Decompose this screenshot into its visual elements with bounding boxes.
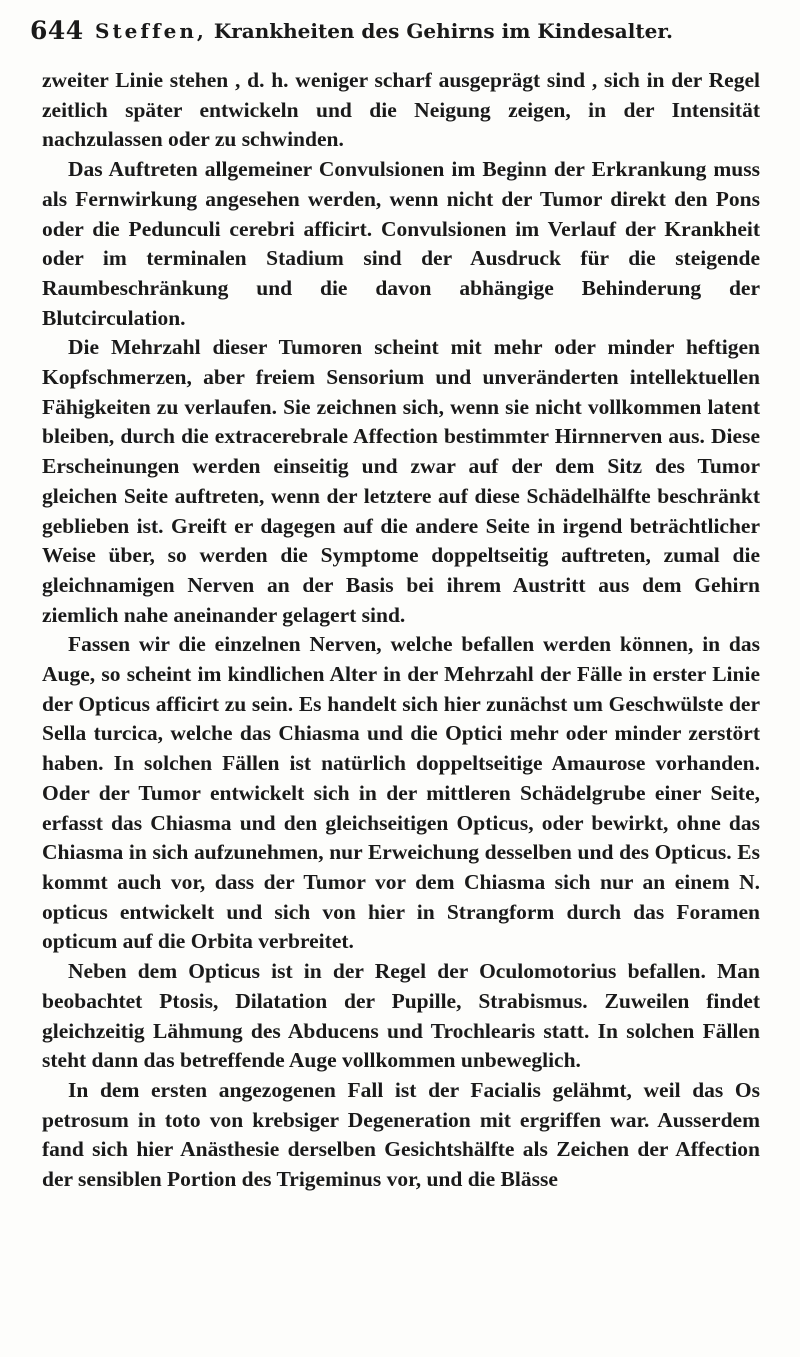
header-title: [95, 19, 673, 43]
header-author: Steffen,: [95, 19, 207, 43]
paragraph-convulsions: Das Auftreten allgemeiner Convulsionen im Beginn der Erkrankung muss als Fernwirkung angesehen werden, wenn nicht der Tumor direkt den Pons oder die Pedunculi cerebri afficirt. Convulsionen im Verlauf der Krankheit oder im terminalen Stadium sind der Ausdruck für die steigende Raumbeschränkung und die davon abhängige Behinderung der Blutcirculation.: [42, 157, 760, 330]
page-number: 644: [30, 16, 84, 45]
body-text: [42, 66, 760, 1195]
paragraph-opticus: Fassen wir die einzelnen Nerven, welche befallen werden können, in das Auge, so scheint im kindlichen Alter in der Mehrzahl der Fälle in erster Linie der Opticus afficirt zu sein. Es handelt sich hier zunächst um Geschwülste der Sella turcica, welche das Chiasma und die Optici mehr oder minder zerstört haben. In solchen Fällen ist natürlich doppeltseitige Amaurose vorhanden. Oder der Tumor entwickelt sich in der mittleren Schädelgrube einer Seite, erfasst das Chiasma und den gleichseitigen Opticus, oder bewirkt, ohne das Chiasma in sich aufzunehmen, nur Erweichung desselben und des Opticus. Es kommt auch vor, dass der Tumor vor dem Chiasma sich nur an einem N. opticus entwickelt und sich von hier in Strangform durch das Foramen opticum auf die Orbita verbreitet.: [42, 632, 760, 954]
paragraph-facialis: In dem ersten angezogenen Fall ist der Facialis gelähmt, weil das Os petrosum in toto von krebsiger Degeneration mit ergriffen war. Ausserdem fand sich hier Anästhesie derselben Gesichtshälfte als Zeichen der Affection der sensiblen Portion des Trigeminus vor, und die Blässe: [42, 1077, 760, 1192]
paragraph-continuation: zweiter Linie stehen , d. h. weniger scharf ausgeprägt sind , sich in der Regel zeitlich später entwickeln und die Neigung zeigen, in der Intensität nachzulassen oder zu schwinden.: [42, 68, 760, 152]
paragraph-headache: Die Mehrzahl dieser Tumoren scheint mit mehr oder minder heftigen Kopfschmerzen, aber freiem Sensorium und unveränderten intellektuellen Fähigkeiten zu verlaufen. Sie zeichnen sich, wenn sie nicht vollkommen latent bleiben, durch die extracerebrale Affection bestimmter Hirnnerven aus. Diese Erscheinungen werden einseitig und zwar auf der dem Sitz des Tumor gleichen Seite auftreten, wenn der letztere auf diese Schädelhälfte beschränkt geblieben ist. Greift er dagegen auf die andere Seite in irgend beträchtlicher Weise über, so werden die Symptome doppeltseitig auftreten, zumal die gleichnamigen Nerven an der Basis bei ihrem Austritt aus dem Gehirn ziemlich nahe aneinander gelagert sind.: [42, 335, 760, 627]
running-header: [30, 14, 770, 48]
header-title-text: Krankheiten des Gehirns im Kindesalter.: [213, 19, 673, 43]
paragraph-oculomotorius: Neben dem Opticus ist in der Regel der Oculomotorius befallen. Man beobachtet Ptosis, Dilatation der Pupille, Strabismus. Zuweilen findet gleichzeitig Lähmung des Abducens und Trochlearis statt. In solchen Fällen steht dann das betreffende Auge vollkommen unbeweglich.: [42, 959, 760, 1073]
